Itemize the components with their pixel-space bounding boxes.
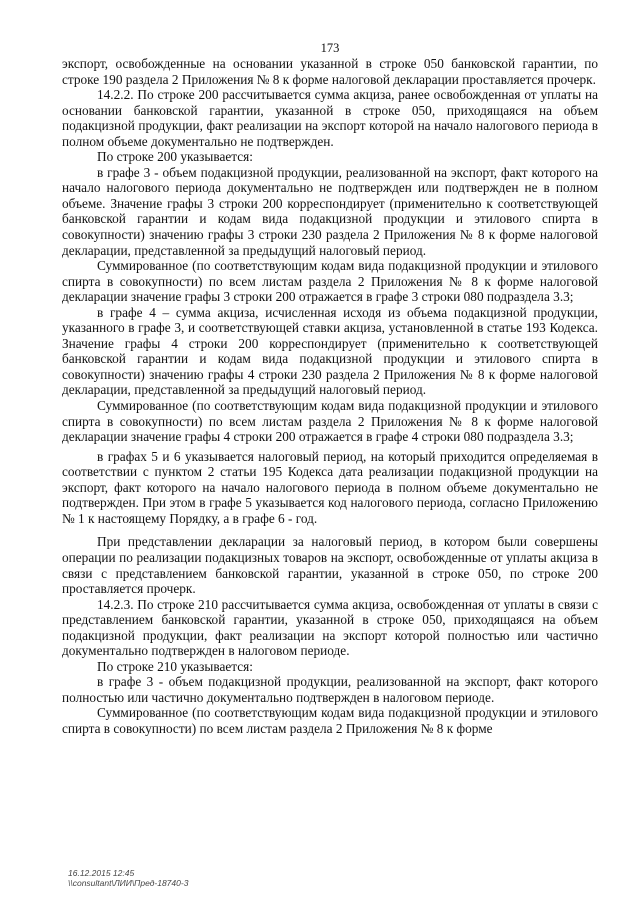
- footer-timestamp: 16.12.2015 12:45: [68, 868, 135, 878]
- paragraph-line-210-summary-start: Суммированное (по соответствующим кодам вида подакцизной продукции и этилового спирта в совокупности) по всем листам раздела 2 Приложения № 8 к форме: [62, 705, 598, 736]
- paragraph-line-210-intro: По строке 210 указывается:: [97, 658, 253, 674]
- paragraph-line-200-column-3-summary: Суммированное (по соответствующим кодам вида подакцизной продукции и этилового спирта в совокупности) по всем листам раздела 2 Приложения № 8 к форме налоговой декларации значение графы 3 строки 200 отражается в графе 3 строки 080 подраздела 3.3;: [62, 258, 598, 305]
- paragraph-line-200-intro: По строке 200 указывается:: [97, 149, 253, 165]
- document-body: [62, 56, 598, 737]
- paragraph-14-2-3: 14.2.3. По строке 210 рассчитывается сумма акциза, освобожденная от уплаты в связи с представлением банковской гарантии, указанной в строке 050, приходящаяся на объем подакцизной продукции, факт реализации на экспорт которой полностью или частично документально подтвержден в налоговом периоде.: [62, 596, 598, 659]
- paragraph-line-200-columns-5-6: в графах 5 и 6 указывается налоговый период, на который приходится определяемая в соответствии с пунктом 2 статьи 195 Кодекса дата реализации подакцизной продукции на экспорт, факт которого на начало налогового периода в полном объеме документально не подтвержден. При этом в графе 5 указывается код налогового периода, согласно Приложению № 1 к настоящему Порядку, а в графе 6 - год.: [62, 448, 598, 526]
- paragraph-14-2-2: 14.2.2. По строке 200 рассчитывается сумма акциза, ранее освобожденная от уплаты на основании банковской гарантии, указанной в строке 050, приходящаяся на объем подакцизной продукции, факт реализации на экспорт которой на начало налогового периода в полном объеме документально не подтвержден.: [62, 87, 598, 149]
- paragraph-line-210-column-3: в графе 3 - объем подакцизной продукции, реализованной на экспорт, факт которого полностью или частично документально подтвержден в налоговом периоде.: [62, 674, 598, 705]
- paragraph-export-continuation: экспорт, освобожденные на основании указанной в строке 050 банковской гарантии, по строке 190 раздела 2 Приложения № 8 к форме налоговой декларации проставляется прочерк.: [62, 56, 598, 87]
- paragraph-line-200-column-4-summary: Суммированное (по соответствующим кодам вида подакцизной продукции и этилового спирта в совокупности) по всем листам раздела 2 Приложения № 8 к форме налоговой декларации значение графы 4 строки 200 отражается в графе 4 строки 080 подраздела 3.3;: [62, 398, 598, 445]
- paragraph-line-200-column-3: в графе 3 - объем подакцизной продукции, реализованной на экспорт, факт которого на начало налогового периода документально не подтвержден или подтвержден не в полном объеме. Значение графы 3 строки 200 корреспондирует (применительно к соответствующей банковской гарантии и кодам вида подакцизной продукции и этилового спирта в совокупности) значению графы 3 строки 230 раздела 2 Приложения № 8 к форме налоговой декларации, представленной за предыдущий налоговый период.: [62, 164, 598, 258]
- document-footer: [68, 868, 188, 888]
- paragraph-line-200-column-4: в графе 4 – сумма акциза, исчисленная исходя из объема подакцизной продукции, указанного в графе 3, и соответствующей ставки акциза, установленной в статье 193 Кодекса. Значение графы 4 строки 200 корреспондирует (применительно к соответствующей банковской гарантии и кодам вида подакцизной продукции и этилового спирта в совокупности) значению графы 4 строки 230 раздела 2 Приложения № 8 к форме налоговой декларации, представленной за предыдущий налоговый период.: [62, 304, 598, 398]
- paragraph-line-200-dash-note: При представлении декларации за налоговый период, в котором были совершены операции по реализации подакцизных товаров на экспорт, освобожденные от уплаты акциза в связи с представлением банковской гарантии, указанной в строке 050, по строке 200 проставляется прочерк.: [62, 534, 598, 597]
- footer-document-id: \\consultant\ЛИИ\Пред-18740-3: [68, 878, 189, 888]
- page-number: 173: [320, 41, 340, 55]
